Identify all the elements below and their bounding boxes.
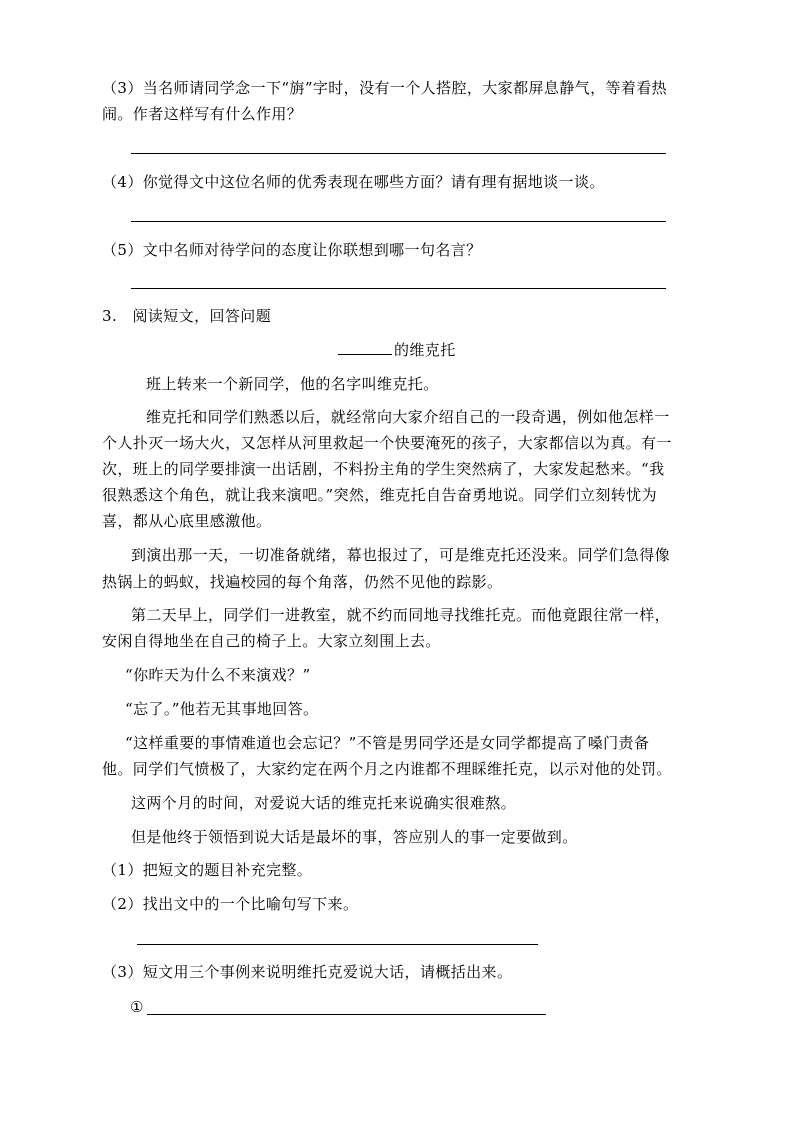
paragraph-line: 很熟悉这个角色，就让我来演吧。”突然，维克托自告奋勇地说。同学们立刻转忧为: [102, 486, 657, 504]
paragraph-line: 安闲自得地坐在自己的椅子上。大家立刻围上去。: [102, 632, 441, 650]
paragraph-line: 第二天早上，同学们一进教室，就不约而同地寻找维托克。而他竟跟往常一样，: [131, 606, 671, 624]
paragraph-line: 但是他终于领悟到说大话是最坏的事，答应别人的事一定要做到。: [131, 828, 578, 846]
paragraph-line: “这样重要的事情难道也会忘记？”不管是男同学还是女同学都提高了嗓门责备: [125, 734, 650, 752]
q1-prompt: （1）把短文的题目补充完整。: [102, 861, 313, 879]
paragraph-line: 这两个月的时间，对爱说大话的维克托来说确实很难熬。: [131, 794, 517, 812]
paragraph-line: 班上转来一个新同学，他的名字叫维克托。: [146, 375, 439, 393]
q3-prompt-line2: 闹。作者这样写有什么作用？: [102, 105, 303, 123]
passage-title: [338, 340, 456, 360]
paragraph-line: 次，班上的同学要排演一出话剧，不料扮主角的学生突然病了，大家发起愁来。“我: [102, 460, 665, 478]
answer-marker-1: ①: [130, 998, 144, 1016]
answer-line-q3-1[interactable]: [147, 1014, 546, 1015]
paragraph-line: 个人扑灭一场大火，又怎样从河里救起一个快要淹死的孩子，大家都信以为真。有一: [102, 434, 672, 452]
paragraph-line: 维克托和同学们熟悉以后，就经常向大家介绍自己的一段奇遇，例如他怎样一: [146, 408, 670, 426]
q5-prompt: （5）文中名师对待学问的态度让你联想到哪一句名言？: [102, 241, 482, 259]
q4-prompt: （4）你觉得文中这位名师的优秀表现在哪些方面？请有理有据地谈一谈。: [102, 173, 605, 191]
answer-line-q4[interactable]: [131, 221, 666, 222]
paragraph-line: 到演出那一天，一切准备就绪，幕也报过了，可是维克托还没来。同学们急得像: [131, 546, 671, 564]
title-blank[interactable]: [338, 340, 392, 355]
paragraph-line: “你昨天为什么不来演戏？”: [125, 666, 311, 684]
paragraph-line: 他。同学们气愤极了，大家约定在两个月之内谁都不理睬维托克，以示对他的处罚。: [102, 760, 672, 778]
q3-prompt-line1: （3）当名师请同学念一下“旃”字时，没有一个人搭腔，大家都屏息静气，等着看热: [102, 79, 668, 97]
passage-title-text: 的维克托: [394, 341, 456, 359]
answer-line-q3[interactable]: [131, 153, 666, 154]
q2-prompt: （2）找出文中的一个比喻句写下来。: [102, 895, 359, 913]
paragraph-line: 喜，都从心底里感激他。: [102, 512, 272, 530]
section-heading: 3. 阅读短文，回答问题: [102, 307, 272, 325]
paragraph-line: “忘了。”他若无其事地回答。: [125, 700, 319, 718]
answer-line-q2[interactable]: [137, 944, 538, 945]
paragraph-line: 热锅上的蚂蚁，找遍校园的每个角落，仍然不见他的踪影。: [102, 573, 503, 591]
answer-line-q5[interactable]: [131, 288, 666, 289]
q3-summary-prompt: （3）短文用三个事例来说明维托克爱说大话，请概括出来。: [102, 963, 513, 981]
